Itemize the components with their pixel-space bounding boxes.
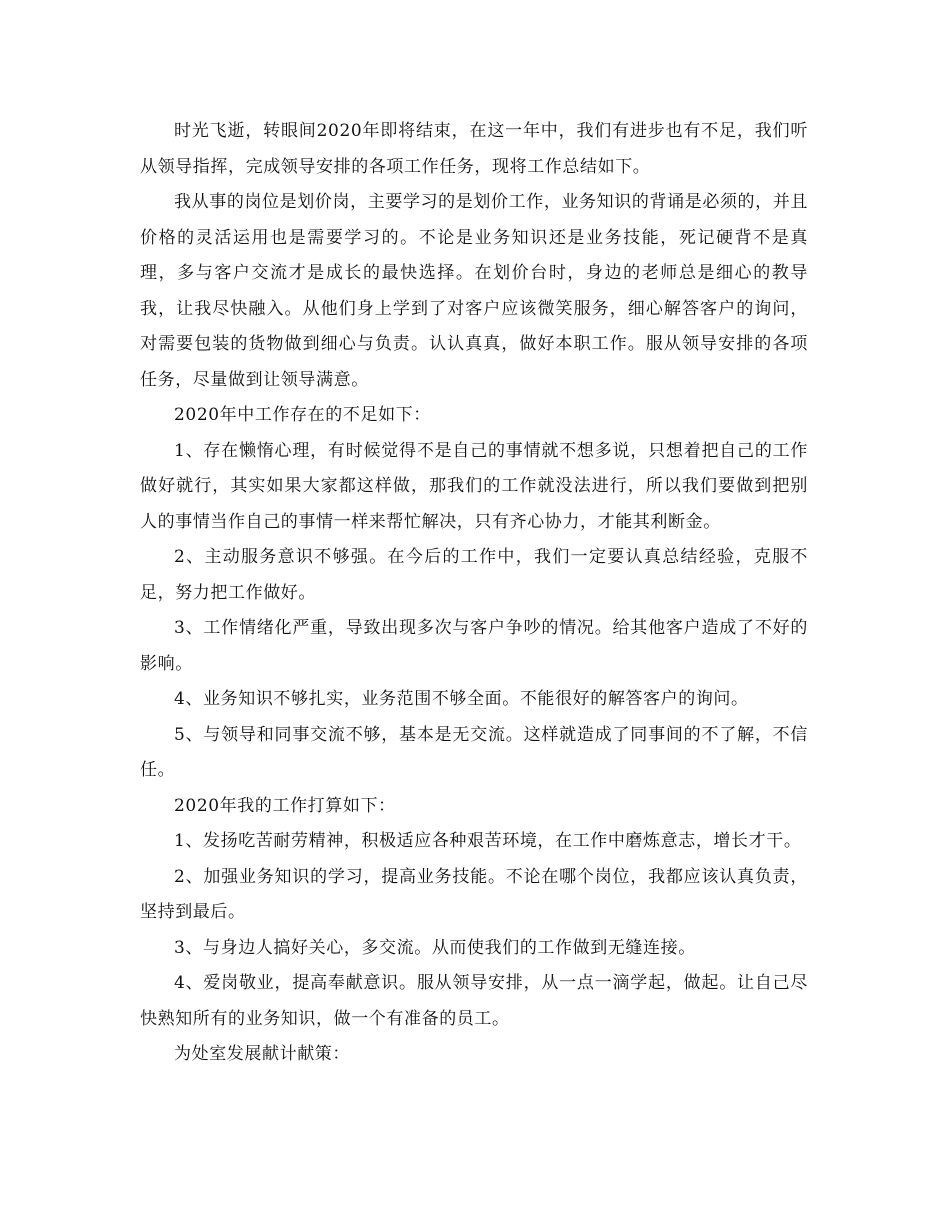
list-item-shortcoming-1: 1、存在懒惰心理，有时候觉得不是自己的事情就不想多说，只想着把自己的工作做好就行，其实如果大家都这样做，那我们的工作就没法进行，所以我们要做到把别人的事情当作自己的事情一样来帮忙解决，只有齐心协力，才能其利断金。	[140, 440, 808, 532]
paragraph-job-description: 我从事的岗位是划价岗，主要学习的是划价工作，业务知识的背诵是必须的，并且价格的灵活运用也是需要学习的。不论是业务知识还是业务技能，死记硬背不是真理，多与客户交流才是成长的最快选择。在划价台时，身边的老师总是细心的教导我，让我尽快融入。从他们身上学到了对客户应该微笑服务，细心解答客户的询问，对需要包装的货物做到细心与负责。认认真真，做好本职工作。服从领导安排的各项任务，尽量做到让领导满意。	[140, 192, 808, 390]
paragraph-intro: 时光飞逝，转眼间2020年即将结束，在这一年中，我们有进步也有不足，我们听从领导指挥，完成领导安排的各项工作任务，现将工作总结如下。	[140, 121, 808, 177]
list-item-shortcoming-5: 5、与领导和同事交流不够，基本是无交流。这样就造成了同事间的不了解，不信任。	[140, 724, 808, 780]
heading-suggestions: 为处室发展献计献策：	[174, 1044, 350, 1064]
list-item-shortcoming-2: 2、主动服务意识不够强。在今后的工作中，我们一定要认真总结经验，克服不足，努力把工作做好。	[140, 547, 808, 603]
list-item-plan-3: 3、与身边人搞好关心，多交流。从而使我们的工作做到无缝连接。	[174, 937, 696, 958]
list-item-shortcoming-3: 3、工作情绪化严重，导致出现多次与客户争吵的情况。给其他客户造成了不好的影响。	[140, 618, 808, 674]
list-item-plan-4: 4、爱岗敬业，提高奉献意识。服从领导安排，从一点一滴学起，做起。让自己尽快熟知所有的业务知识，做一个有准备的员工。	[140, 973, 808, 1029]
heading-shortcomings: 2020年中工作存在的不足如下：	[174, 405, 431, 425]
document-body	[140, 114, 808, 1073]
list-item-plan-1: 1、发扬吃苦耐劳精神，积极适应各种艰苦环境，在工作中磨炼意志，增长才干。	[174, 831, 802, 851]
list-item-shortcoming-4: 4、业务知识不够扎实，业务范围不够全面。不能很好的解答客户的询问。	[174, 689, 749, 709]
heading-work-plan: 2020年我的工作打算如下：	[174, 795, 396, 816]
list-item-plan-2: 2、加强业务知识的学习，提高业务技能。不论在哪个岗位，我都应该认真负责，坚持到最后。	[140, 866, 808, 922]
